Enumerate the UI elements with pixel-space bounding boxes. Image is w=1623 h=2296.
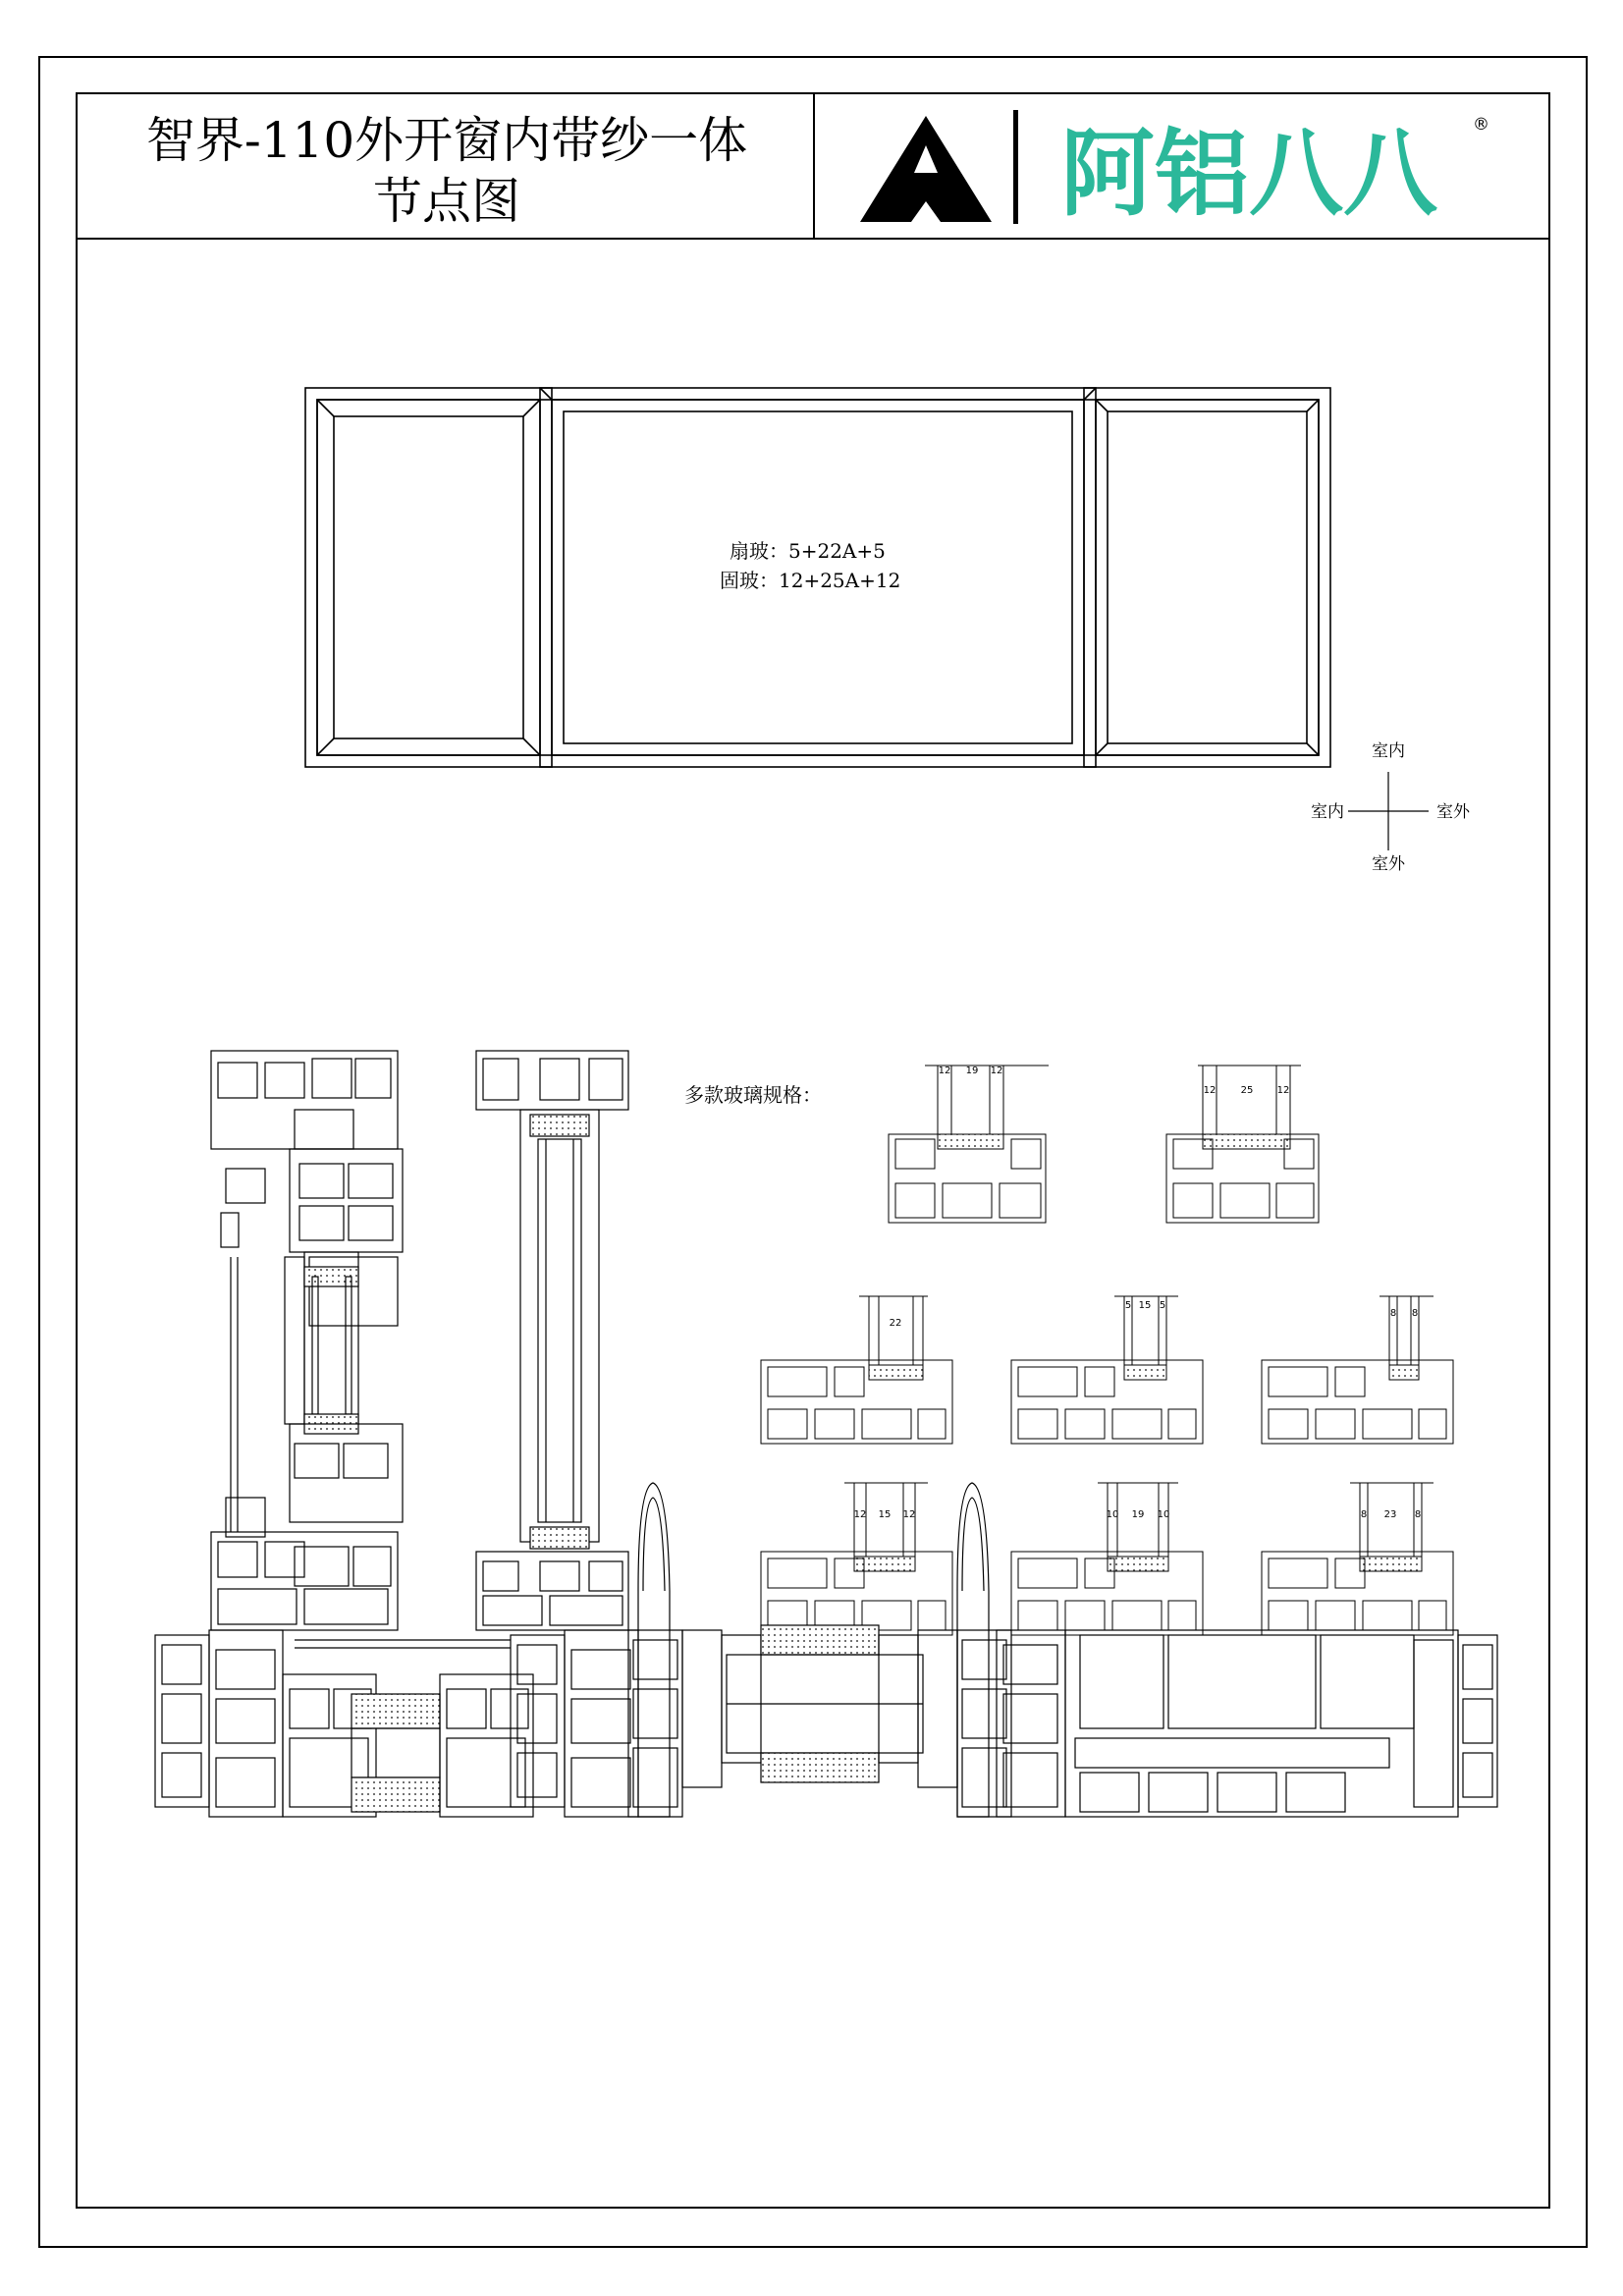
spec-1-dim-b: 19 — [965, 1066, 979, 1076]
spec-2-dim-b: 25 — [1240, 1085, 1254, 1096]
spec-8-dim-b: 23 — [1383, 1509, 1397, 1520]
glass-spec-detail-6 — [761, 1483, 952, 1635]
brand-logo — [860, 110, 1489, 229]
drawing-frame — [77, 93, 1549, 2208]
sheet-border — [39, 57, 1587, 2247]
spec-4-dim-c: 5 — [1159, 1300, 1166, 1311]
spec-4-dim-b: 15 — [1138, 1300, 1152, 1311]
spec-5-dim-a: 8 — [1389, 1308, 1397, 1319]
glass-spec-detail-8 — [1262, 1483, 1453, 1635]
horizontal-section — [155, 1483, 1497, 1817]
orientation-left: 室内 — [1311, 802, 1344, 822]
spec-4-dim-a: 5 — [1124, 1300, 1132, 1311]
glass-spec-detail-5 — [1262, 1296, 1453, 1444]
spec-2-dim-c: 12 — [1276, 1085, 1290, 1096]
glass-spec-detail-7 — [1011, 1483, 1203, 1635]
drawing-title-line2: 节点图 — [373, 173, 520, 230]
spec-5-dim-b: 8 — [1411, 1308, 1419, 1319]
sash-vertical-section — [211, 1051, 403, 1630]
fixed-glass-note: 固玻：12+25A+12 — [720, 569, 901, 592]
sash-glass-note: 扇玻：5+22A+5 — [730, 539, 886, 563]
orientation-bottom: 室外 — [1372, 854, 1405, 874]
spec-3-dim-a: 22 — [889, 1318, 902, 1329]
spec-8-dim-a: 8 — [1360, 1509, 1368, 1520]
glass-specs-heading: 多款玻璃规格： — [684, 1083, 822, 1107]
spec-1-dim-a: 12 — [938, 1066, 951, 1076]
spec-2-dim-a: 12 — [1203, 1085, 1217, 1096]
orientation-indicator — [1311, 741, 1471, 874]
registered-mark: ® — [1473, 115, 1489, 135]
glass-spec-detail-1 — [889, 1066, 1049, 1223]
glass-spec-detail-3 — [761, 1296, 952, 1444]
spec-8-dim-c: 8 — [1414, 1509, 1422, 1520]
fixed-vertical-section — [476, 1051, 628, 1630]
spec-7-dim-b: 19 — [1131, 1509, 1145, 1520]
spec-7-dim-a: 10 — [1106, 1509, 1119, 1520]
orientation-right: 室外 — [1436, 802, 1470, 822]
brand-name: 阿铝八八 — [1060, 119, 1437, 229]
spec-6-dim-a: 12 — [853, 1509, 867, 1520]
spec-6-dim-c: 12 — [902, 1509, 916, 1520]
drawing-title-line1: 智界-110外开窗内带纱一体 — [145, 112, 748, 169]
glass-spec-detail-4 — [1011, 1296, 1203, 1444]
spec-1-dim-c: 12 — [990, 1066, 1003, 1076]
orientation-top: 室内 — [1372, 741, 1405, 761]
spec-6-dim-b: 15 — [878, 1509, 892, 1520]
spec-7-dim-c: 10 — [1157, 1509, 1170, 1520]
